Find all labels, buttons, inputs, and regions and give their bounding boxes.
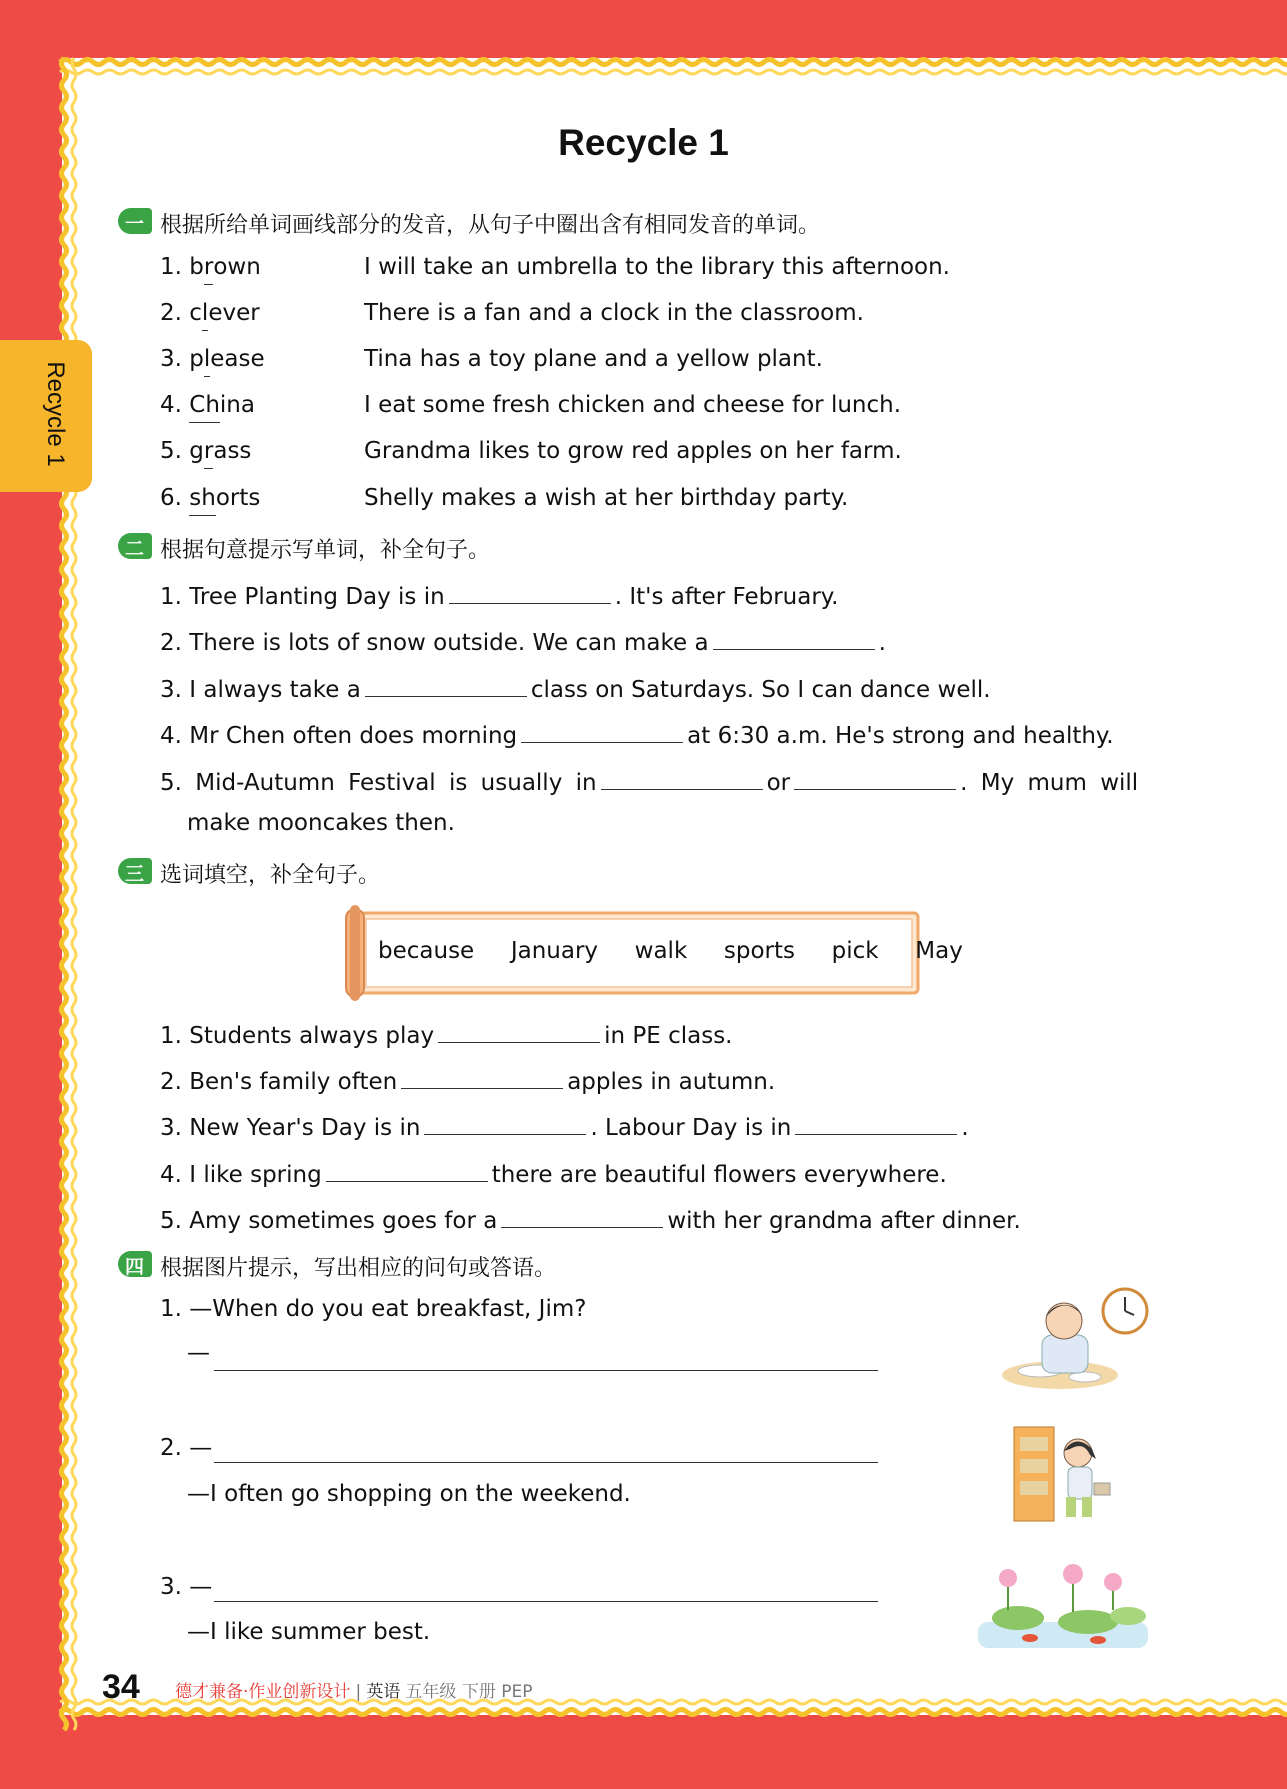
page-number: 34 (102, 1668, 140, 1706)
side-tab-label: Recycle 1 (42, 361, 69, 467)
s1-sentence[interactable]: I will take an umbrella to the library this afternoon. (364, 254, 950, 280)
s1-item: 5. grass (160, 438, 252, 464)
answer-blank[interactable] (365, 672, 527, 697)
s4-question-2-label: 2. — (160, 1435, 213, 1461)
target-word: brown (189, 254, 261, 280)
section-badge-2: 二 (118, 533, 152, 559)
page-title: Recycle 1 (558, 122, 729, 163)
s2-question-5-cont: make mooncakes then. (187, 810, 455, 836)
s4-answer-2: —I often go shopping on the weekend. (187, 1481, 631, 1507)
s2-question-3: 3. I always take a class on Saturdays. So I can dance well. (160, 672, 991, 703)
answer-line-2[interactable] (214, 1462, 878, 1463)
s1-sentence[interactable]: Shelly makes a wish at her birthday party. (364, 485, 849, 511)
section-badge-3: 三 (118, 858, 152, 884)
section-3-instruction: 选词填空，补全句子。 (160, 863, 381, 888)
s2-question-4: 4. Mr Chen often does morning at 6:30 a.m. He's strong and healthy. (160, 718, 1114, 749)
answer-line-3[interactable] (214, 1601, 878, 1602)
answer-blank[interactable] (449, 579, 611, 604)
answer-blank[interactable] (713, 625, 875, 650)
side-tab-label-wrap (34, 352, 74, 482)
s2-question-1: 1. Tree Planting Day is in . It's after February. (160, 579, 838, 610)
word-bank-item: because (378, 938, 475, 964)
target-word: China (189, 392, 255, 418)
answer-blank[interactable] (438, 1018, 600, 1043)
shopping-illustration (1010, 1425, 1120, 1525)
target-word: please (189, 346, 265, 372)
summer-lotus-illustration (978, 1560, 1148, 1650)
word-bank-item: May (915, 938, 963, 964)
s3-question-3: 3. New Year's Day is in . Labour Day is in . (160, 1110, 969, 1141)
s3-question-2: 2. Ben's family often apples in autumn. (160, 1064, 775, 1095)
s4-question-3-label: 3. — (160, 1574, 213, 1600)
s3-question-1: 1. Students always play in PE class. (160, 1018, 733, 1049)
s4-answer-3: —I like summer best. (187, 1619, 431, 1645)
s1-sentence[interactable]: Grandma likes to grow red apples on her farm. (364, 438, 902, 464)
s4-question-1: 1. —When do you eat breakfast, Jim? (160, 1296, 587, 1322)
answer-blank[interactable] (795, 1110, 957, 1135)
answer-blank[interactable] (424, 1110, 586, 1135)
s4-dash-1: — (187, 1340, 210, 1366)
s1-item: 1. brown (160, 254, 261, 280)
word-bank-item: sports (723, 938, 796, 964)
s1-item: 4. China (160, 392, 255, 418)
word-bank-item: January (510, 938, 599, 964)
answer-blank[interactable] (521, 718, 683, 743)
s3-question-5: 5. Amy sometimes goes for a with her grandma after dinner. (160, 1203, 1021, 1234)
answer-blank[interactable] (401, 1064, 563, 1089)
answer-blank[interactable] (794, 765, 956, 790)
s1-item: 3. please (160, 346, 265, 372)
word-bank (378, 938, 963, 964)
s1-sentence[interactable]: Tina has a toy plane and a yellow plant. (364, 346, 823, 372)
section-badge-4: 四 (118, 1251, 152, 1277)
breakfast-illustration (1000, 1285, 1150, 1390)
s2-question-2: 2. There is lots of snow outside. We can make a . (160, 625, 886, 656)
target-word: grass (189, 438, 252, 464)
target-word: clever (189, 300, 260, 326)
answer-blank[interactable] (501, 1203, 663, 1228)
answer-blank[interactable] (326, 1157, 488, 1182)
s3-question-4: 4. I like spring there are beautiful flowers everywhere. (160, 1157, 947, 1188)
answer-blank[interactable] (601, 765, 763, 790)
section-1-instruction: 根据所给单词画线部分的发音，从句子中圈出含有相同发音的单词。 (160, 213, 821, 238)
s2-question-5: 5. Mid-Autumn Festival is usually in or . My mum will (160, 765, 1138, 796)
footer-info: 德才兼备·作业创新设计 | 英语 五年级 下册 PEP (175, 1682, 533, 1702)
word-bank-item: walk (634, 938, 688, 964)
s1-item: 2. clever (160, 300, 260, 326)
word-bank-item: pick (831, 938, 879, 964)
s1-sentence[interactable]: I eat some fresh chicken and cheese for lunch. (364, 392, 902, 418)
section-4-instruction: 根据图片提示，写出相应的问句或答语。 (160, 1256, 557, 1281)
s1-sentence[interactable]: There is a fan and a clock in the classroom. (364, 300, 864, 326)
answer-line-1[interactable] (214, 1370, 878, 1371)
target-word: shorts (189, 485, 261, 511)
section-badge-1: 一 (118, 208, 152, 234)
section-2-instruction: 根据句意提示写单词，补全句子。 (160, 538, 491, 563)
s1-item: 6. shorts (160, 485, 261, 511)
